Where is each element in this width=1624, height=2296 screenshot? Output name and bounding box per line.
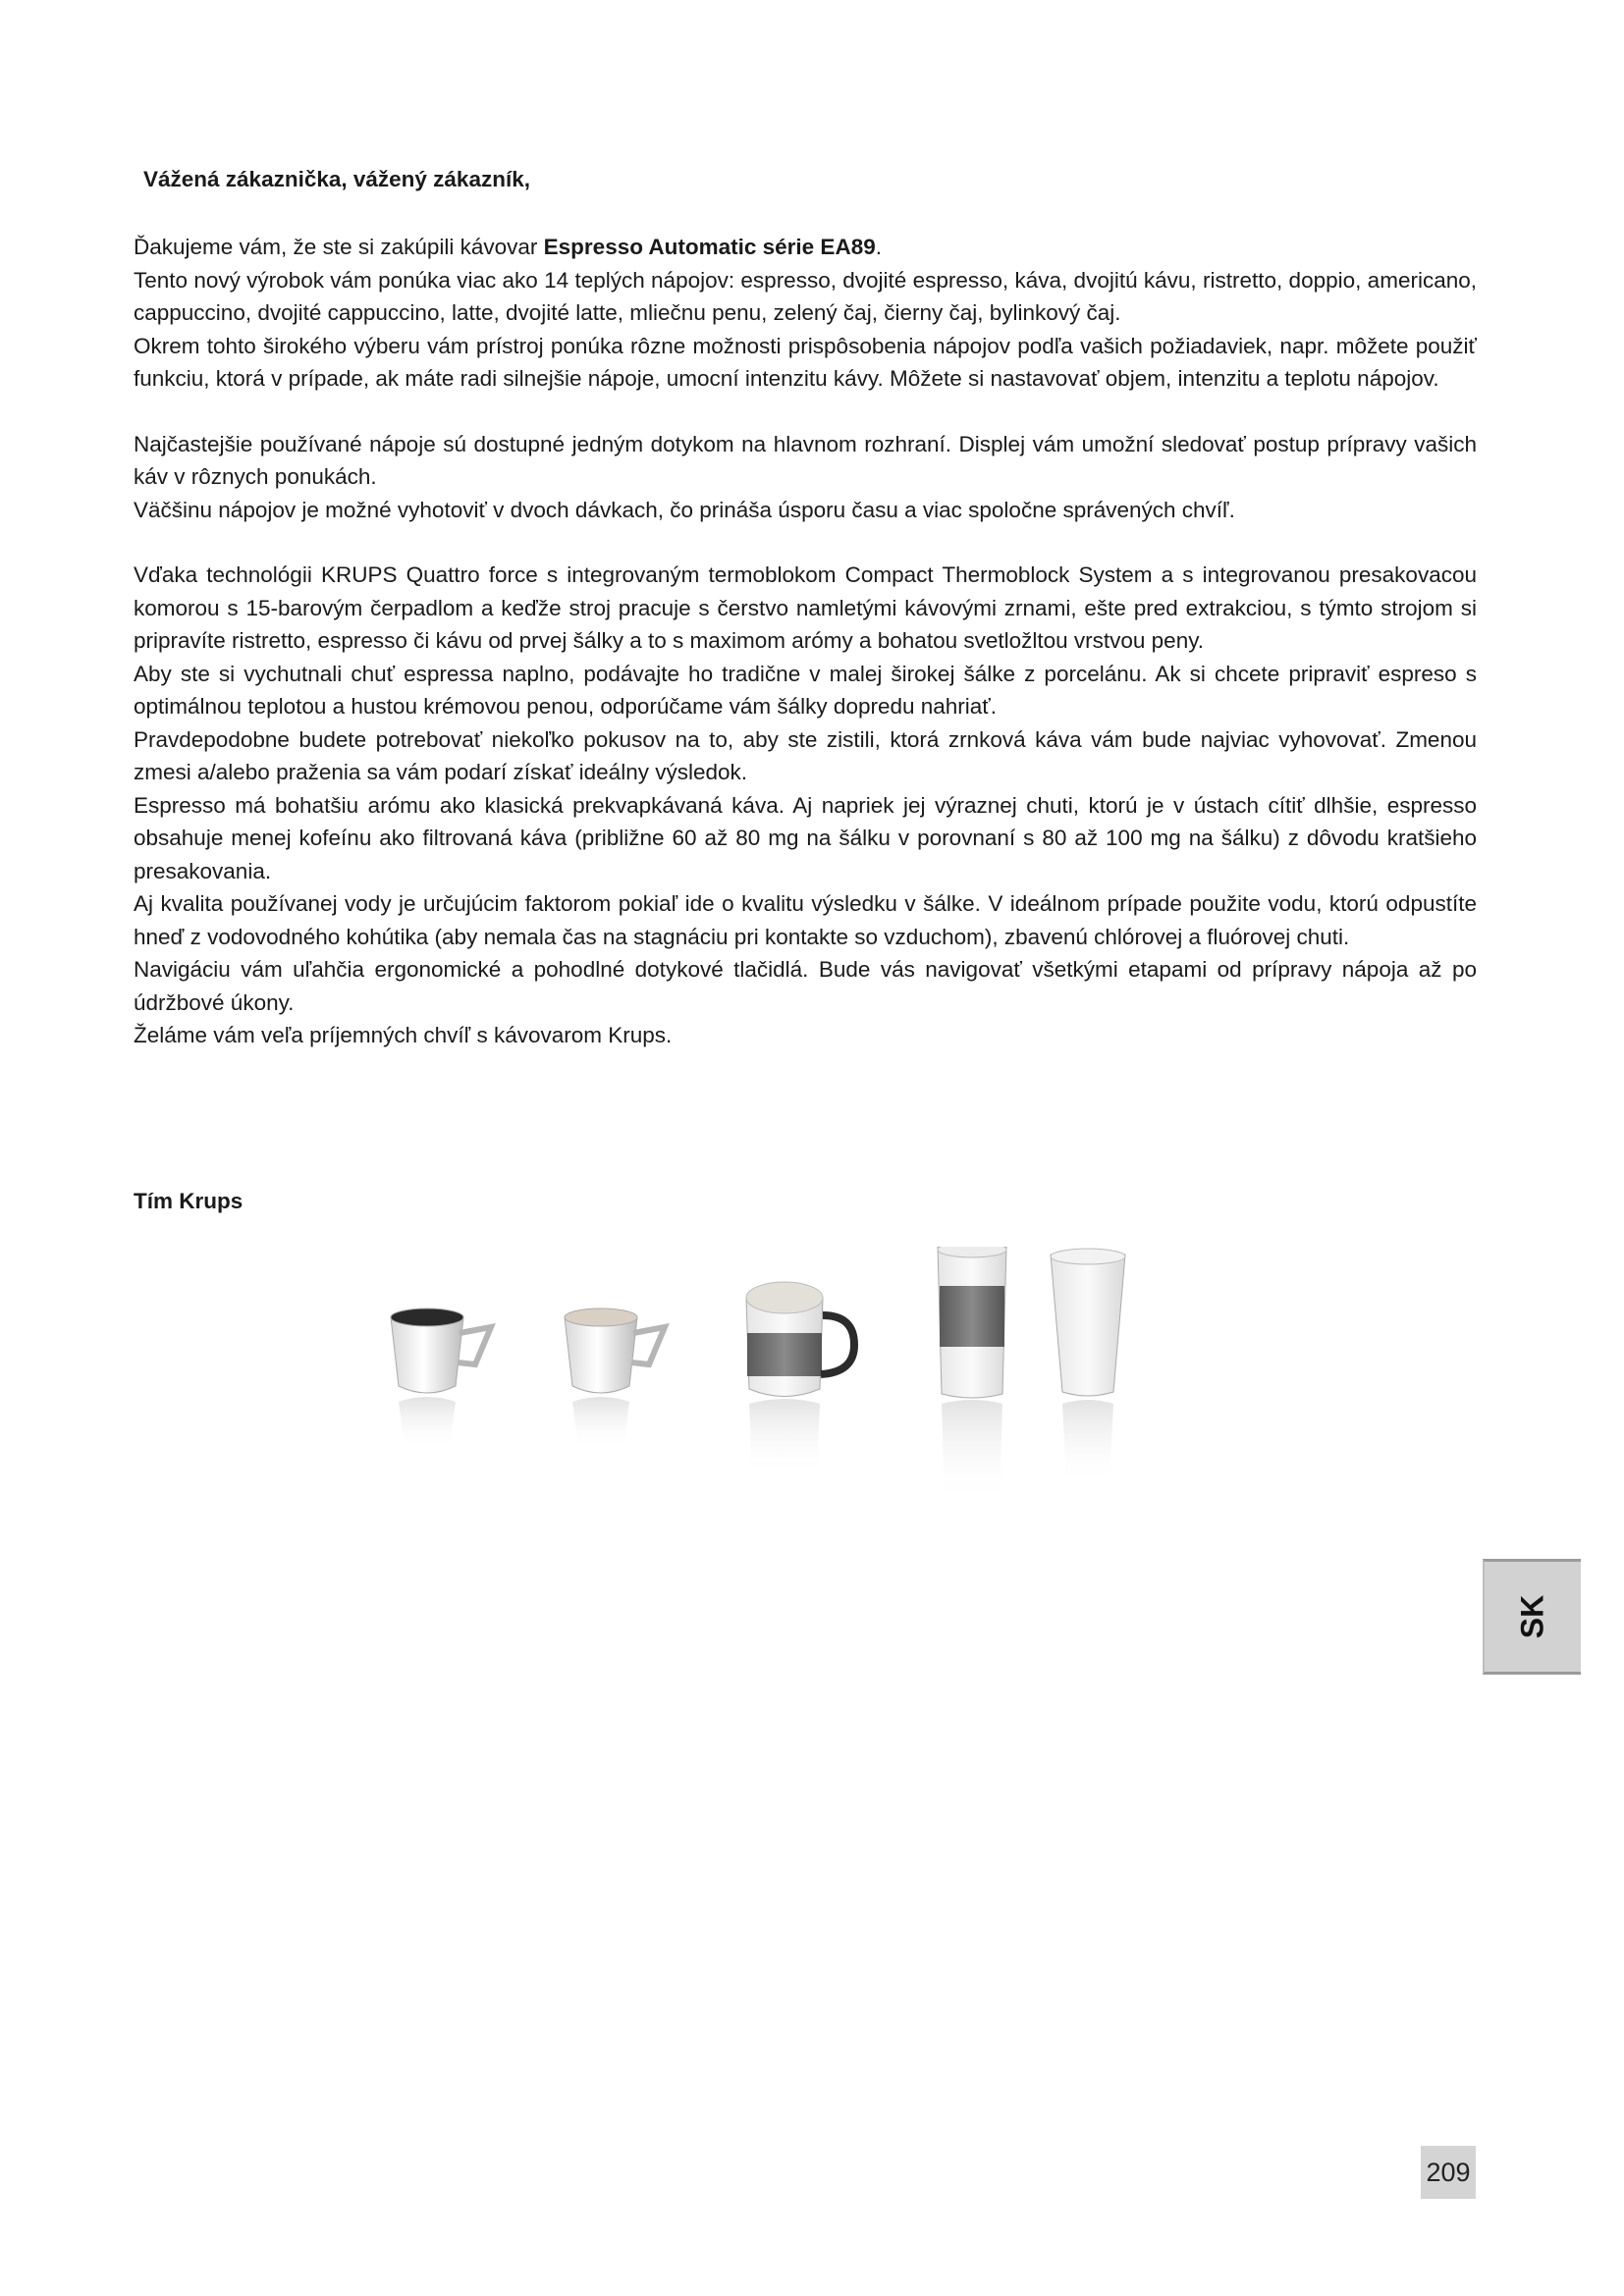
salutation: Vážená zákaznička, vážený zákazník,: [143, 167, 530, 191]
coffee-cup-icon: [565, 1308, 665, 1452]
cappuccino-mug-icon: [746, 1282, 854, 1476]
paragraph: Pravdepodobne budete potrebovať niekoľko pokusov na to, aby ste zistili, ktorá zrnková káva vám bude najviac vyhovovať. Zmenou zmesi a/alebo praženia sa vám podarí získať ideálny výsledok.: [134, 726, 1477, 784]
product-name: Espresso Automatic série EA89: [543, 235, 876, 259]
paragraph: Želáme vám veľa príjemných chvíľ s kávovarom Krups.: [134, 1023, 673, 1047]
signature: Tím Krups: [134, 1189, 244, 1213]
milk-glass-icon: [1051, 1249, 1125, 1485]
paragraph: Najčastejšie používané nápoje sú dostupné jedným dotykom na hlavnom rozhraní. Displej vám umožní sledovať postup prípravy vašich káv v rôznych ponukách.: [134, 431, 1477, 489]
paragraph: Espresso má bohatšiu arómu ako klasická prekvapkávaná káva. Aj napriek jej výraznej chuti, ktorú je v ústach cítiť dlhšie, espresso obsahuje menej kofeínu ako filtrovaná káva (približne 60 až 80 mg na šálku v porovnaní s 80 až 100 mg na šálku) z dôvodu kratšieho presakovania.: [134, 792, 1477, 883]
latte-glass-icon: [938, 1247, 1006, 1501]
language-code: SK: [1514, 1594, 1550, 1639]
intro-paragraph: Ďakujeme vám, že ste si zakúpili kávovar Espresso Automatic série EA89.: [134, 235, 882, 259]
paragraph: Tento nový výrobok vám ponúka viac ako 14 teplých nápojov: espresso, dvojité espresso, káva, dvojitú kávu, ristretto, doppio, americano, cappuccino, dvojité cappuccino, latte, dvojité latte, mliečnu penu, zelený čaj, čierny čaj, bylinkový čaj.: [134, 267, 1477, 325]
paragraph: Navigáciu vám uľahčia ergonomické a pohodlné dotykové tlačidlá. Bude vás navigovať všetkými etapami od prípravy nápoja až po údržbové úkony.: [134, 957, 1477, 1015]
paragraph: Okrem tohto širokého výberu vám prístroj ponúka rôzne možnosti prispôsobenia nápojov podľa vašich požiadaviek, napr. môžete použiť funkciu, ktorá v prípade, ak máte radi silnejšie nápoje, umocní intenzitu kávy. Môžete si nastavovať objem, intenzitu a teplotu nápojov.: [134, 333, 1477, 391]
paragraph: Aj kvalita používanej vody je určujúcim faktorom pokiaľ ide o kvalitu výsledku v šálke. V ideálnom prípade použite vodu, ktorú odpustíte hneď z vodovodného kohútika (aby nemala čas na stagnáciu pri kontakte so vzduchom), zbavenú chlórovej a fluórovej chuti.: [134, 891, 1477, 949]
paragraph: Väčšinu nápojov je možné vyhotoviť v dvoch dávkach, čo prináša úsporu času a viac spoločne správených chvíľ.: [134, 497, 1235, 522]
espresso-cup-icon: [391, 1308, 491, 1452]
language-tab: [1483, 1559, 1581, 1675]
letter-body: [134, 231, 1477, 1052]
paragraph: Vďaka technológii KRUPS Quattro force s integrovaným termoblokom Compact Thermoblock System a s integrovanou presakovacou komorou s 15-barovým čerpadlom a keďže stroj pracuje s čerstvo namletými kávovými zrnami, ešte pred extrakciou, s týmto strojom si pripravíte ristretto, espresso či kávu od prvej šálky a to s maximom arómy a bohatou svetložltou vrstvou peny.: [134, 562, 1477, 653]
page-number: 209: [1421, 2146, 1476, 2199]
drinks-illustration: [373, 1247, 1227, 1541]
paragraph: Aby ste si vychutnali chuť espressa naplno, podávajte ho tradične v malej širokej šálke z porcelánu. Ak si chcete pripraviť espreso s optimálnou teplotou a hustou krémovou penou, odporúčame vám šálky dopredu nahriať.: [134, 661, 1477, 719]
